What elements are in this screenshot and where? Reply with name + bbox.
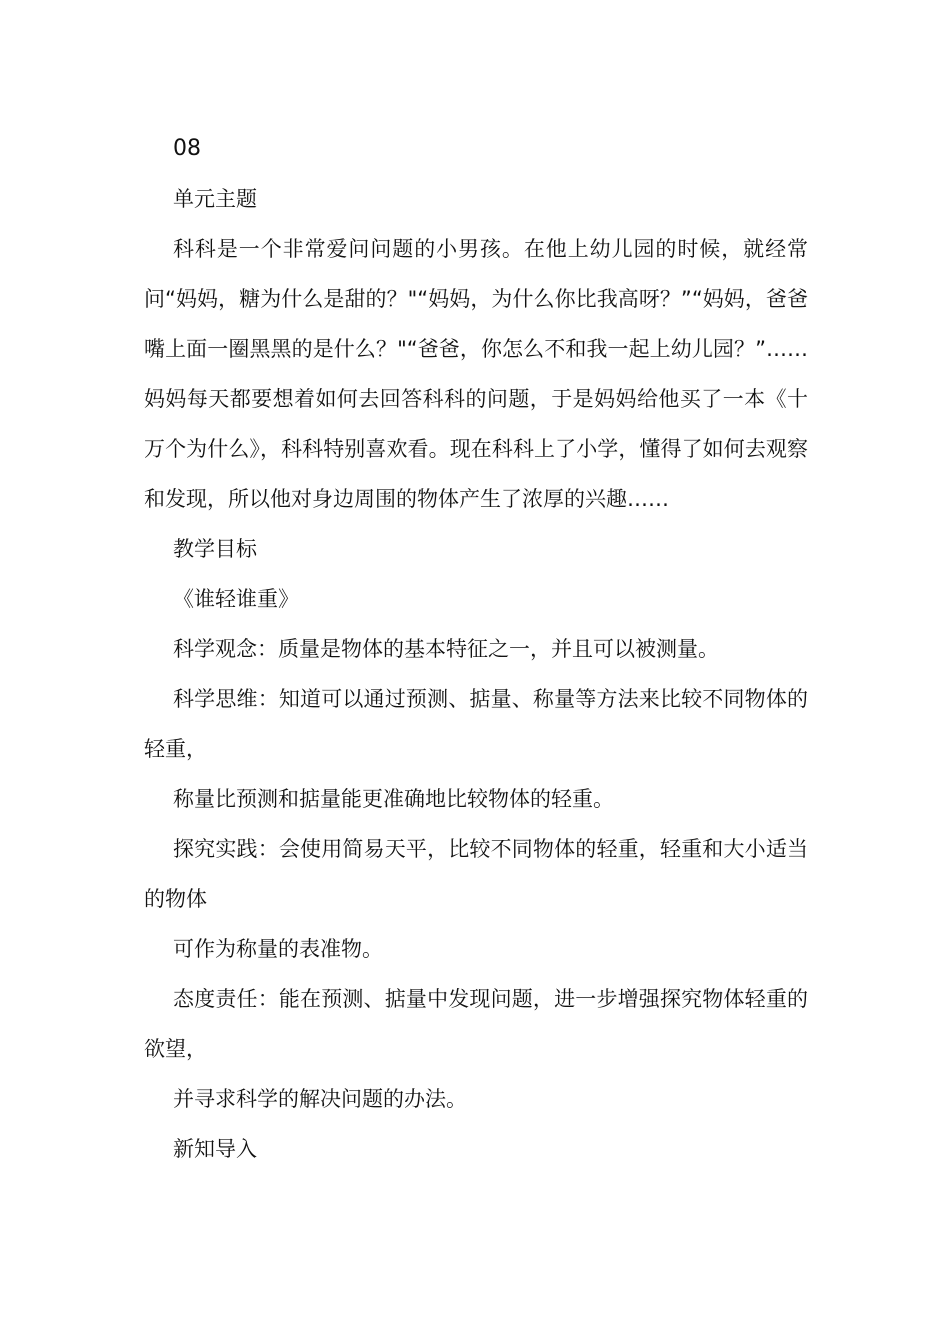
- page-number: 08: [173, 136, 201, 161]
- goal-thinking-line1: 科学思维：知道可以通过预测、掂量、称量等方法来比较不同物体的轻重，: [144, 687, 808, 761]
- goal-practice-line2: 可作为称量的表准物。: [173, 937, 383, 961]
- goal-practice-line1: 探究实践：会使用简易天平，比较不同物体的轻重，轻重和大小适当的物体: [144, 837, 808, 911]
- unit-heading: 单元主题: [173, 187, 257, 211]
- intro-heading: 新知导入: [173, 1137, 257, 1161]
- goal-attitude-line1: 态度责任：能在预测、掂量中发现问题，进一步增强探究物体轻重的欲望，: [144, 987, 808, 1061]
- document-body: [144, 124, 808, 1174]
- goal-attitude-line2: 并寻求科学的解决问题的办法。: [173, 1087, 467, 1111]
- lesson-title: 《谁轻谁重》: [173, 587, 299, 611]
- goals-heading: 教学目标: [173, 537, 257, 561]
- goal-concept: 科学观念：质量是物体的基本特征之一，并且可以被测量。: [173, 637, 719, 661]
- goal-thinking-line2: 称量比预测和掂量能更准确地比较物体的轻重。: [173, 787, 614, 811]
- story-paragraph: 科科是一个非常爱问问题的小男孩。在他上幼儿园的时候，就经常问“妈妈，糖为什么是甜的？"“妈妈，为什么你比我高呀？”“妈妈，爸爸嘴上面一圈黑黑的是什么？"“爸爸，你怎么不和我一起上幼儿园？”……妈妈每天都要想着如何去回答科科的问题，于是妈妈给他买了一本《十万个为什么》，科科特别喜欢看。现在科科上了小学，懂得了如何去观察和发现，所以他对身边周围的物体产生了浓厚的兴趣……: [144, 237, 808, 511]
